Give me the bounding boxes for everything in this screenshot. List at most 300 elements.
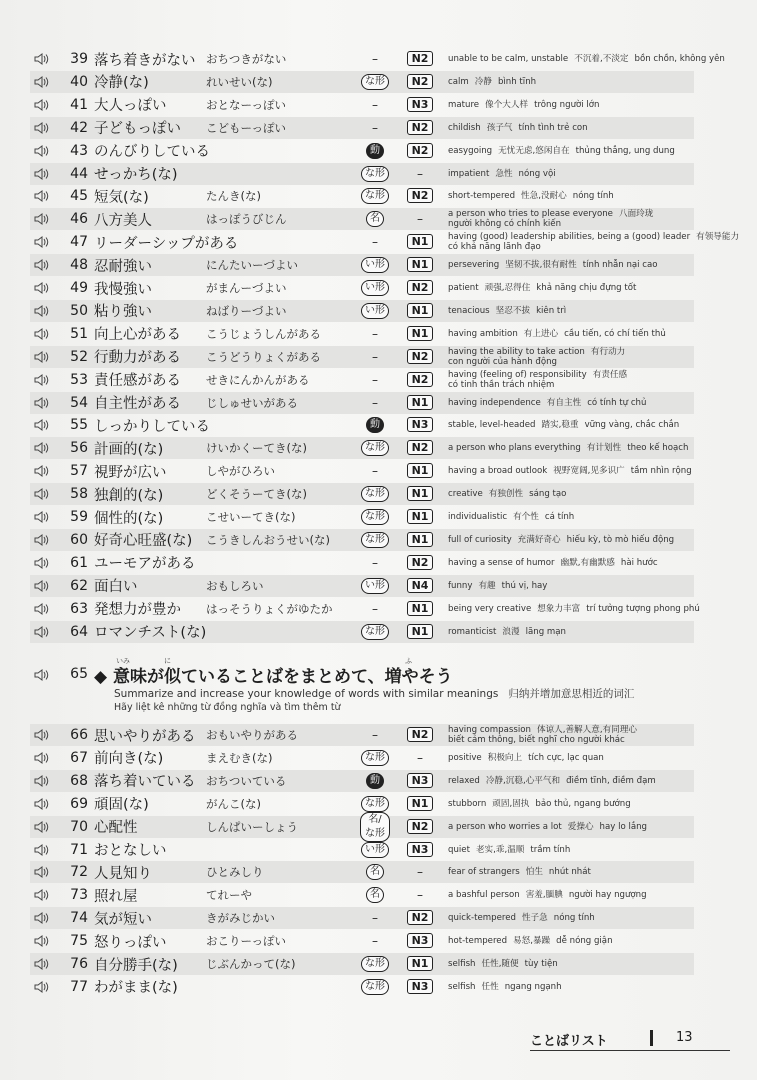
- entry-number: 73: [70, 887, 88, 904]
- entry-reading: てれーや: [206, 888, 252, 903]
- jlpt-level: [407, 727, 433, 743]
- meaning-zh: 害羞,腼腆: [525, 890, 563, 901]
- speaker-icon[interactable]: [34, 888, 50, 902]
- entry-number: 53: [70, 371, 88, 388]
- jlpt-level: [407, 211, 433, 227]
- level-dash: –: [417, 166, 423, 181]
- pos-badge: な形: [361, 486, 389, 502]
- entry-meaning: [448, 443, 694, 453]
- speaker-icon[interactable]: [34, 487, 50, 501]
- speaker-icon[interactable]: [34, 167, 50, 181]
- jlpt-level: [407, 532, 433, 548]
- meaning-zh: 踏实,稳重: [541, 420, 579, 431]
- meaning-vi: thủng thẳng, ung dung: [575, 145, 675, 156]
- part-of-speech: [360, 602, 390, 616]
- entry-number: 40: [70, 73, 88, 90]
- meaning-zh: 幽默,有幽默感: [560, 557, 615, 568]
- speaker-icon[interactable]: [34, 52, 50, 66]
- meaning-zh: 有上进心: [523, 328, 559, 339]
- jlpt-level: [407, 74, 433, 90]
- entry-number: 42: [70, 119, 88, 136]
- meaning-en: full of curiosity: [448, 534, 512, 545]
- speaker-icon[interactable]: [34, 820, 50, 834]
- entry-number: 64: [70, 623, 88, 640]
- entry-word: 視野が広い: [94, 464, 167, 481]
- jlpt-level: [407, 887, 433, 903]
- entry-word: 人見知り: [94, 865, 152, 882]
- entry-word: 我慢強い: [94, 281, 152, 298]
- ruby-fu: ふ: [405, 657, 412, 665]
- meaning-zh: 有计划性: [586, 443, 622, 454]
- entry-reading: こせいーてき(な): [206, 510, 296, 524]
- vocab-row: [30, 208, 694, 230]
- meaning-en: quick-tempered: [448, 913, 516, 924]
- speaker-icon[interactable]: [34, 865, 50, 879]
- entry-meaning: [448, 581, 694, 591]
- part-of-speech: [360, 509, 390, 525]
- meaning-vi: tùy tiện: [524, 959, 558, 969]
- level-badge: N2: [407, 143, 433, 158]
- pos-badge: 名: [366, 864, 384, 880]
- level-badge: N2: [407, 280, 433, 295]
- meaning-vi: nóng tính: [553, 913, 595, 924]
- jlpt-level: [407, 910, 433, 926]
- entry-meaning: [448, 867, 694, 877]
- part-of-speech: [360, 486, 390, 502]
- part-of-speech: [360, 911, 390, 925]
- footer-label: ことばリスト: [530, 1034, 608, 1049]
- meaning-vi: dễ nóng giận: [556, 936, 613, 947]
- meaning-en: mature: [448, 99, 480, 110]
- entry-word: 行動力がある: [94, 350, 181, 367]
- level-badge: N2: [407, 188, 433, 203]
- jlpt-level: [407, 578, 433, 594]
- entry-meaning: [448, 370, 694, 390]
- vocab-row: [30, 300, 694, 322]
- jlpt-level: [407, 51, 433, 67]
- level-badge: N2: [407, 727, 433, 742]
- speaker-icon[interactable]: [34, 98, 50, 112]
- pos-badge: な形: [361, 750, 389, 766]
- entry-number: 46: [70, 211, 88, 228]
- meaning-en: stubborn: [448, 798, 487, 809]
- speaker-icon[interactable]: [34, 533, 50, 547]
- jlpt-level: [407, 395, 433, 411]
- entry-meaning: [448, 959, 694, 969]
- speaker-icon[interactable]: [34, 510, 50, 524]
- pos-badge: な形: [361, 796, 389, 812]
- jlpt-level: [407, 234, 433, 250]
- entry-reading: じぶんかって(な): [206, 957, 296, 971]
- meaning-zh: 爱操心: [567, 821, 594, 832]
- entry-reading: こどもーっぽい: [206, 120, 287, 135]
- entry-meaning: [448, 822, 694, 832]
- speaker-icon[interactable]: [34, 396, 50, 410]
- speaker-icon[interactable]: [34, 441, 50, 455]
- meaning-vi: tính tình trẻ con: [518, 122, 588, 133]
- part-of-speech: [360, 257, 390, 273]
- entry-number: 67: [70, 749, 88, 766]
- vocab-row: [30, 884, 694, 906]
- entry-reading: おちつきがない: [206, 52, 287, 66]
- meaning-en: patient: [448, 283, 479, 293]
- entry-word: 自分勝手(な): [94, 957, 178, 974]
- pos-badge: な形: [361, 74, 389, 90]
- vocab-row: [30, 770, 694, 792]
- meaning-vi: nóng tính: [572, 191, 614, 202]
- vocab-row: [30, 71, 694, 93]
- vocab-row: [30, 323, 694, 345]
- vocab-row: [30, 117, 694, 139]
- entry-word: 忍耐強い: [94, 258, 152, 275]
- pos-badge: な形: [361, 188, 389, 204]
- meaning-zh: 顽强,忍得住: [484, 283, 531, 293]
- vocab-row: [30, 813, 694, 839]
- meaning-zh: 有自主性: [546, 397, 582, 408]
- speaker-icon[interactable]: [34, 668, 50, 682]
- entry-word: 責任感がある: [94, 373, 181, 390]
- level-badge: N1: [407, 601, 433, 616]
- speaker-icon[interactable]: [34, 556, 50, 570]
- meaning-en: easygoing: [448, 145, 493, 156]
- level-badge: N3: [407, 773, 433, 788]
- jlpt-level: [407, 796, 433, 812]
- entry-word: 八方美人: [94, 212, 152, 229]
- level-badge: N1: [407, 532, 433, 547]
- part-of-speech: [360, 812, 390, 842]
- speaker-icon[interactable]: [34, 235, 50, 249]
- meaning-zh: 任性,随便: [481, 959, 519, 969]
- pos-badge: 名: [366, 887, 384, 903]
- part-of-speech: [360, 440, 390, 456]
- part-of-speech: [360, 728, 390, 742]
- entry-meaning: [448, 209, 694, 229]
- meaning-en: having compassion: [448, 725, 531, 735]
- pos-badge: な形: [361, 532, 389, 548]
- level-badge: N3: [407, 842, 433, 857]
- entry-meaning: [448, 329, 694, 339]
- entry-number: 74: [70, 910, 88, 927]
- vocab-row: [30, 483, 694, 505]
- speaker-icon[interactable]: [34, 373, 50, 387]
- meaning-zh: 有领导能力: [696, 232, 740, 243]
- pos-badge: い形: [361, 842, 389, 858]
- entry-meaning: [448, 77, 694, 87]
- pos-badge: い形: [361, 578, 389, 594]
- part-of-speech: [360, 143, 390, 159]
- meaning-zh: 性子急: [521, 913, 548, 924]
- level-dash: –: [417, 888, 423, 903]
- meaning-vi: trầm tính: [530, 844, 571, 855]
- part-of-speech: [360, 842, 390, 858]
- vocab-row: [30, 392, 694, 414]
- speaker-icon[interactable]: [34, 418, 50, 432]
- level-badge: N1: [407, 509, 433, 524]
- vocab-row: [30, 277, 694, 299]
- meaning-en: individualistic: [448, 512, 508, 522]
- jlpt-level: [407, 280, 433, 296]
- entry-reading: がまんーづよい: [206, 281, 287, 295]
- meaning-en: having independence: [448, 397, 541, 408]
- speaker-icon[interactable]: [34, 774, 50, 788]
- entry-word: 粘り強い: [94, 304, 152, 321]
- entry-number: 56: [70, 440, 88, 457]
- speaker-icon[interactable]: [34, 327, 50, 341]
- meaning-zh: 浪漫: [502, 626, 520, 637]
- entry-meaning: [448, 627, 694, 637]
- speaker-icon[interactable]: [34, 602, 50, 616]
- jlpt-level: [407, 440, 433, 456]
- entry-word: せっかち(な): [94, 167, 178, 183]
- entry-word: 落ち着いている: [94, 774, 196, 791]
- pos-badge: 名/な形: [360, 812, 390, 842]
- part-of-speech: [360, 373, 390, 387]
- meaning-zh: 体谅人,善解人意,有同理心: [536, 725, 637, 735]
- meaning-en: having the ability to take action: [448, 346, 585, 357]
- meaning-en: positive: [448, 752, 482, 763]
- jlpt-level: [407, 773, 433, 789]
- entry-number: 58: [70, 486, 88, 503]
- vocab-row: [30, 140, 694, 162]
- pos-badge: い形: [361, 280, 389, 296]
- entry-reading: けいかくーてき(な): [206, 441, 307, 456]
- vocab-row: [30, 94, 694, 116]
- entry-word: 気が短い: [94, 911, 152, 928]
- ruby-ni: に: [164, 657, 171, 665]
- pos-dash: –: [372, 934, 378, 949]
- vocab-row: [30, 907, 694, 929]
- entry-reading: こうきしんおうせい(な): [206, 532, 330, 547]
- level-dash: –: [417, 750, 423, 765]
- entry-meaning: [448, 535, 694, 545]
- level-badge: N1: [407, 326, 433, 341]
- meaning-en: selfish: [448, 981, 476, 992]
- meaning-vi: hay lo lắng: [599, 821, 648, 832]
- entry-word: 冷静(な): [94, 75, 149, 92]
- jlpt-level: [407, 750, 433, 766]
- meaning-vi: bảo thủ, ngang bướng: [535, 798, 631, 809]
- part-of-speech: [360, 74, 390, 90]
- jlpt-level: [407, 956, 433, 972]
- entry-reading: ねばりーづよい: [206, 303, 287, 318]
- level-badge: N3: [407, 417, 433, 432]
- level-badge: N1: [407, 486, 433, 501]
- entry-number: 48: [70, 257, 88, 274]
- speaker-icon[interactable]: [34, 212, 50, 226]
- page-footer: [530, 1028, 740, 1052]
- entry-meaning: [448, 347, 694, 367]
- part-of-speech: [360, 532, 390, 548]
- vocab-row: [30, 976, 694, 998]
- entry-meaning: [448, 603, 700, 614]
- pos-badge: 動: [366, 143, 384, 159]
- speaker-icon[interactable]: [34, 121, 50, 135]
- meaning-en: impatient: [448, 168, 490, 179]
- entry-number: 63: [70, 600, 88, 617]
- part-of-speech: [360, 796, 390, 812]
- level-badge: N2: [407, 74, 433, 89]
- entry-reading: おとなーっぽい: [206, 97, 287, 112]
- entry-word: 落ち着きがない: [94, 52, 196, 69]
- speaker-icon[interactable]: [34, 304, 50, 318]
- vocab-row: [30, 529, 694, 551]
- speaker-icon[interactable]: [34, 464, 50, 478]
- speaker-icon[interactable]: [34, 579, 50, 593]
- meaning-en: having a broad outlook: [448, 466, 548, 477]
- meaning-zh: 八面玲珑: [618, 209, 654, 220]
- level-badge: N2: [407, 120, 433, 135]
- level-badge: N3: [407, 933, 433, 948]
- entry-meaning: [448, 558, 694, 568]
- pos-dash: –: [372, 911, 378, 926]
- meaning-zh: 坚忍不拔: [495, 305, 531, 316]
- meaning-zh: 易怒,暴躁: [513, 936, 551, 947]
- speaker-icon[interactable]: [34, 957, 50, 971]
- meaning-vi: tích cực, lạc quan: [528, 752, 604, 763]
- part-of-speech: [360, 188, 390, 204]
- level-badge: N1: [407, 234, 433, 249]
- vocab-row: [30, 506, 694, 528]
- speaker-icon[interactable]: [34, 797, 50, 811]
- meaning-vi: khả năng chịu đựng tốt: [536, 283, 637, 293]
- level-dash: –: [417, 865, 423, 880]
- level-badge: N2: [407, 440, 433, 455]
- meaning-zh: 像个大人样: [485, 99, 529, 110]
- speaker-icon[interactable]: [34, 625, 50, 639]
- vocab-row: [30, 861, 694, 883]
- speaker-icon[interactable]: [34, 144, 50, 158]
- jlpt-level: [407, 933, 433, 949]
- pos-dash: –: [372, 52, 378, 66]
- jlpt-level: [407, 120, 433, 136]
- meaning-zh: 充满好奇心: [517, 534, 561, 545]
- jlpt-level: [407, 97, 433, 113]
- pos-dash: –: [372, 372, 378, 387]
- meaning-en: creative: [448, 489, 483, 500]
- part-of-speech: [360, 350, 390, 364]
- part-of-speech: [360, 52, 390, 66]
- speaker-icon[interactable]: [34, 258, 50, 272]
- jlpt-level: [407, 819, 433, 835]
- entry-reading: どくそうーてき(な): [206, 487, 307, 502]
- entry-reading: せきにんかんがある: [206, 372, 310, 387]
- entry-number: 70: [70, 818, 88, 835]
- entry-meaning: [448, 753, 694, 763]
- entry-word: 向上心がある: [94, 327, 181, 344]
- entry-word: 個性的(な): [94, 510, 164, 527]
- meaning-en: having (good) leadership abilities, being a (good) leader: [448, 232, 691, 243]
- meaning-zh: 坚韧不拔,很有耐性: [505, 260, 577, 271]
- section-header: [30, 657, 694, 722]
- meaning-en: childish: [448, 122, 481, 133]
- entry-word: わがまま(な): [94, 980, 178, 997]
- speaker-icon[interactable]: [34, 843, 50, 857]
- meaning-en: stable, level-headed: [448, 420, 536, 431]
- entry-meaning: [448, 799, 694, 809]
- speaker-icon[interactable]: [34, 350, 50, 364]
- pos-badge: な形: [361, 509, 389, 525]
- meaning-zh: 冷静,沉稳,心平气和: [485, 775, 561, 786]
- part-of-speech: [360, 235, 390, 249]
- vocab-row: [30, 48, 725, 70]
- jlpt-level: [407, 257, 433, 273]
- part-of-speech: [360, 773, 390, 789]
- entry-word: しっかりしている: [94, 418, 210, 435]
- jlpt-level: [407, 864, 433, 880]
- pos-dash: –: [372, 555, 378, 570]
- entry-number: 61: [70, 554, 88, 571]
- speaker-icon[interactable]: [34, 911, 50, 925]
- speaker-icon[interactable]: [34, 934, 50, 948]
- entry-meaning: [448, 146, 694, 156]
- speaker-icon[interactable]: [34, 189, 50, 203]
- vocab-row: [30, 163, 694, 185]
- section-subtitle-vi: Hãy liệt kê những từ đồng nghĩa và tìm thêm từ: [114, 702, 341, 713]
- meaning-zh: 有独创性: [488, 489, 524, 500]
- meaning-en: relaxed: [448, 775, 480, 786]
- meaning-zh: 任性: [481, 981, 499, 992]
- entry-reading: こうじょうしんがある: [206, 326, 321, 341]
- meaning-en: calm: [448, 76, 469, 87]
- jlpt-level: [407, 979, 433, 995]
- vocab-row: [30, 369, 694, 391]
- entry-meaning: [448, 466, 694, 476]
- entry-reading: れいせい(な): [206, 74, 273, 89]
- meaning-zh: 想象力丰富: [537, 603, 581, 614]
- jlpt-level: [407, 842, 433, 858]
- pos-badge: な形: [361, 166, 389, 182]
- meaning-en: short-tempered: [448, 191, 516, 202]
- entry-number: 44: [70, 165, 88, 182]
- pos-badge: 動: [366, 773, 384, 789]
- jlpt-level: [407, 601, 433, 617]
- entry-reading: おちついている: [206, 773, 287, 788]
- entry-number: 45: [70, 188, 88, 205]
- meaning-zh: 有个性: [513, 512, 539, 522]
- pos-dash: –: [372, 349, 378, 364]
- vocab-row: [30, 552, 694, 574]
- part-of-speech: [360, 864, 390, 880]
- speaker-icon[interactable]: [34, 751, 50, 765]
- speaker-icon[interactable]: [34, 281, 50, 295]
- meaning-vi: bồn chồn, không yên: [634, 54, 725, 64]
- speaker-icon[interactable]: [34, 980, 50, 994]
- entry-number: 54: [70, 394, 88, 411]
- vocab-row: [30, 254, 694, 276]
- vocab-row: [30, 598, 700, 620]
- part-of-speech: [360, 417, 390, 433]
- entry-reading: たんき(な): [206, 189, 261, 204]
- meaning-en: having (feeling of) responsibility: [448, 369, 587, 380]
- meaning-en: selfish: [448, 959, 476, 969]
- speaker-icon[interactable]: [34, 75, 50, 89]
- meaning-zh: 无忧无虑,悠闲自在: [498, 145, 570, 156]
- entry-meaning: [448, 725, 694, 745]
- meaning-vi: biết cảm thông, biết nghĩ cho người khác: [448, 735, 625, 745]
- pos-dash: –: [372, 395, 378, 410]
- meaning-zh: 积极向上: [487, 752, 523, 763]
- entry-number: 59: [70, 509, 88, 525]
- speaker-icon[interactable]: [34, 728, 50, 742]
- meaning-vi: bình tĩnh: [497, 76, 537, 87]
- pos-badge: 名: [366, 211, 384, 227]
- meaning-zh: 有趣: [478, 580, 496, 591]
- meaning-en: persevering: [448, 260, 500, 271]
- meaning-vi: sáng tạo: [529, 489, 567, 500]
- jlpt-level: [407, 303, 433, 319]
- section-title: ◆ 意味が似ていることばをまとめて、増やそう: [94, 667, 453, 687]
- level-badge: N1: [407, 956, 433, 971]
